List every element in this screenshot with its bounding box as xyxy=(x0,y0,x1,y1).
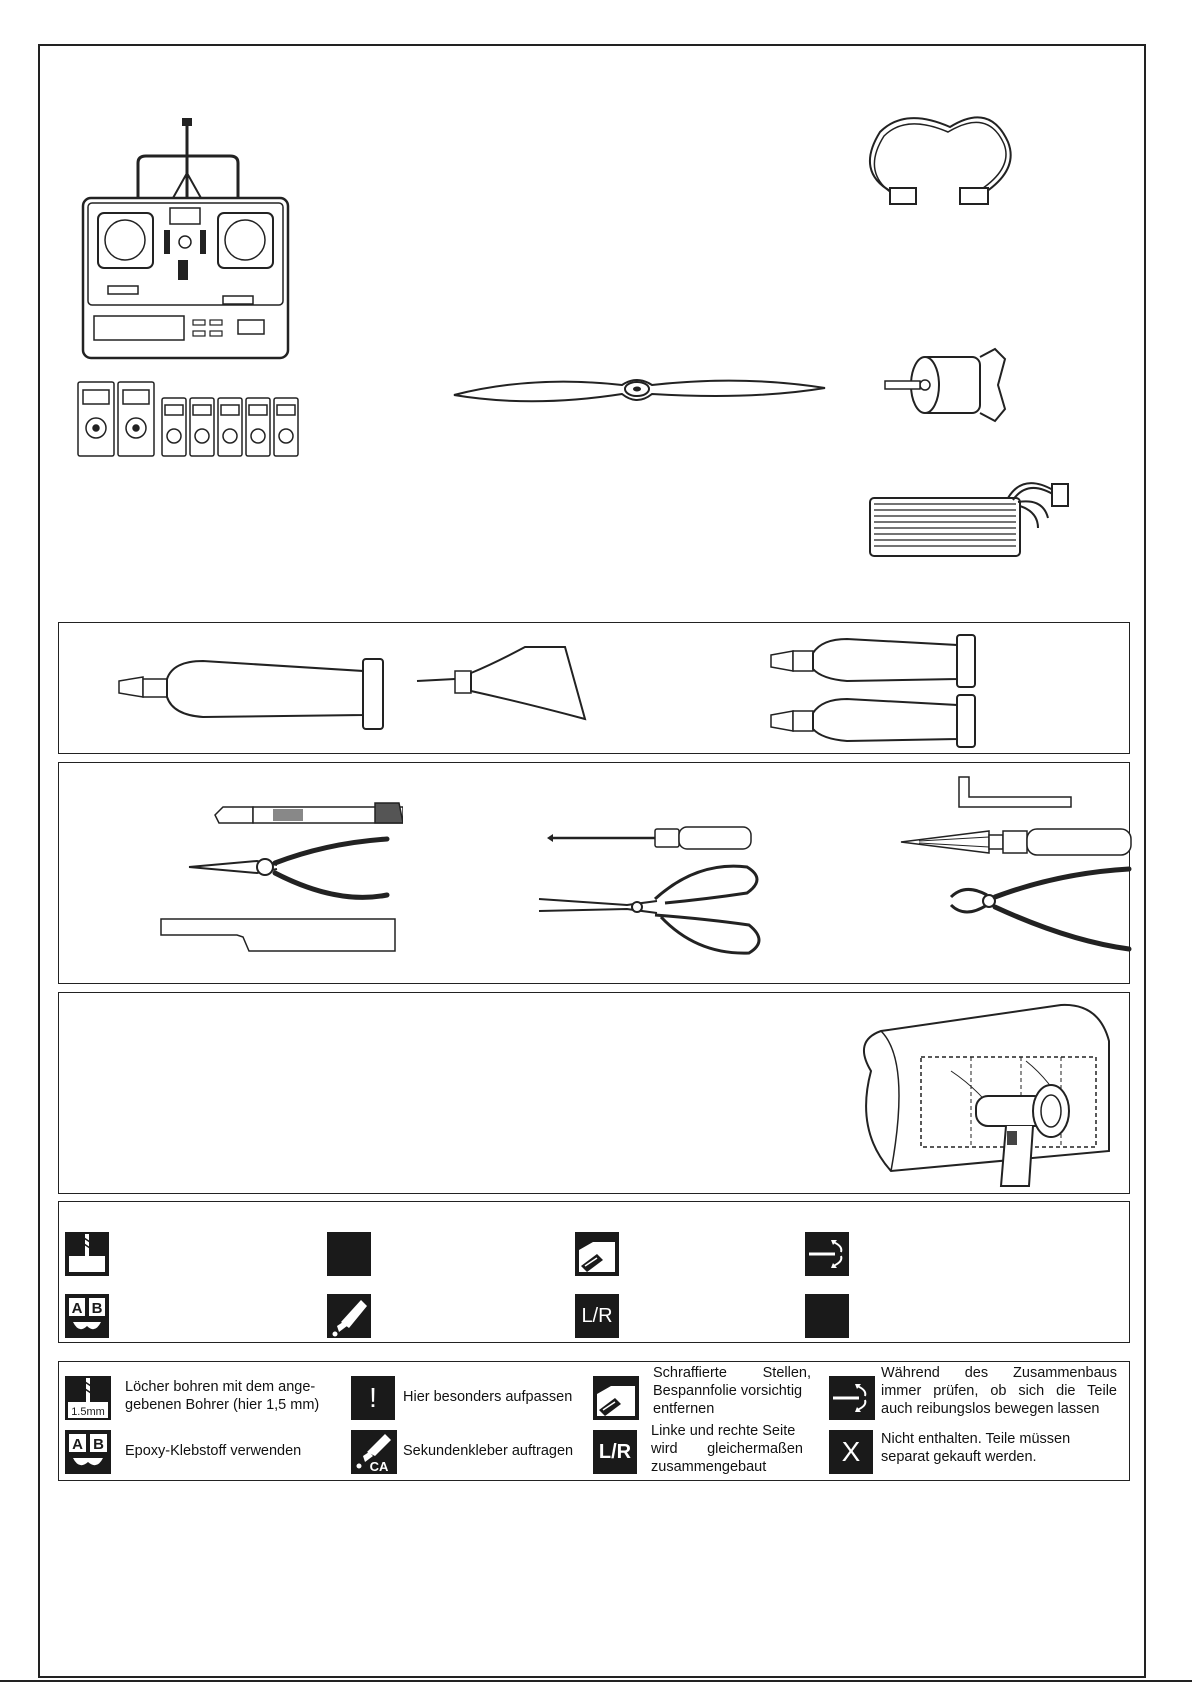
legend-epoxy-text: Epoxy-Klebstoff verwenden xyxy=(125,1443,302,1459)
legend-lr-text-line3: zusammengebaut xyxy=(651,1459,767,1475)
extension-cable-illustration xyxy=(860,112,1020,216)
legend-not-included-text-line1: Nicht enthalten. Teile müssen xyxy=(881,1431,1071,1447)
transmitter-illustration xyxy=(78,118,308,378)
lr-symbol-label: L/R xyxy=(581,1304,613,1327)
scissors-illustration xyxy=(537,859,767,959)
lr-symbol-icon xyxy=(575,1294,619,1338)
hatched-symbol-icon xyxy=(575,1232,619,1276)
legend-check-text-line2: immer prüfen, ob sich die Teile xyxy=(881,1383,1117,1399)
legend-attention-text: Hier besonders aufpassen xyxy=(403,1389,573,1405)
legend-ca-icon xyxy=(351,1430,397,1474)
bottom-rule xyxy=(0,1680,1192,1682)
legend-not-included-icon xyxy=(829,1430,873,1474)
legend-lr-text-line2: wird gleichermaßen xyxy=(651,1441,803,1457)
legend-lr-icon xyxy=(593,1430,637,1474)
allen-key-illustration xyxy=(955,775,1075,815)
pliers-illustration xyxy=(187,835,397,907)
legend-hatched-text xyxy=(653,1364,811,1418)
legend-hatched-text-line3: entfernen xyxy=(653,1401,715,1417)
legend-panel xyxy=(58,1361,1130,1481)
legend-hatched-text-line1: Schraffierte Stellen, xyxy=(653,1365,811,1381)
legend-hatched-text-line2: Bespannfolie vorsichtig xyxy=(653,1383,803,1399)
glue-tube-illustration xyxy=(113,657,423,747)
screwdriver-phillips-illustration xyxy=(545,823,755,853)
side-cutter-illustration xyxy=(949,865,1139,955)
drill-symbol-icon xyxy=(65,1232,109,1276)
legend-epoxy-icon xyxy=(65,1430,111,1474)
epoxy-symbol-icon xyxy=(65,1294,109,1338)
tools-panel xyxy=(58,762,1130,984)
heat-gun-covering-illustration xyxy=(851,1001,1121,1191)
legend-check-text-line1: Während des Zusammenbaus xyxy=(881,1365,1117,1381)
legend-lr-icon-label: L/R xyxy=(598,1440,632,1463)
legend-drill-text xyxy=(125,1378,319,1414)
legend-epoxy-icon-label-a: A xyxy=(72,1436,83,1453)
epoxy-symbol-label-a: A xyxy=(71,1300,83,1317)
cutter-knife-illustration xyxy=(213,799,403,829)
legend-drill-text-line1: Löcher bohren mit dem ange- xyxy=(125,1379,316,1395)
ca-symbol-icon xyxy=(327,1294,371,1338)
battery-illustration xyxy=(868,468,1108,558)
screwdriver-flat-illustration xyxy=(899,827,1139,857)
covering-panel xyxy=(58,992,1130,1194)
check-movement-symbol-icon xyxy=(805,1232,849,1276)
legend-drill-text-line2: gebenen Bohrer (hier 1,5 mm) xyxy=(125,1397,320,1413)
legend-not-included-text xyxy=(881,1430,1070,1466)
epoxy-symbol-label-b: B xyxy=(91,1300,103,1317)
legend-check-text-line3: auch reibungslos bewegen lassen xyxy=(881,1401,1100,1417)
attention-symbol-icon xyxy=(327,1232,371,1276)
legend-ca-text: Sekundenkleber auftragen xyxy=(403,1443,574,1459)
legend-attention-icon xyxy=(351,1376,395,1420)
legend-ca-icon-label: CA xyxy=(369,1459,389,1474)
not-included-symbol-icon xyxy=(805,1294,849,1338)
legend-lr-text xyxy=(651,1422,803,1476)
legend-not-included-icon-label: X xyxy=(841,1436,861,1467)
legend-hatched-icon xyxy=(593,1376,639,1420)
legend-lr-text-line1: Linke und rechte Seite xyxy=(651,1423,796,1439)
adhesives-panel xyxy=(58,622,1130,754)
legend-attention-icon-label: ! xyxy=(369,1382,377,1413)
legend-drill-icon xyxy=(65,1376,111,1420)
motor-illustration xyxy=(880,345,1010,425)
legend-drill-icon-label: 1.5mm xyxy=(71,1406,105,1418)
legend-epoxy-icon-label-b: B xyxy=(93,1436,104,1453)
symbols-panel xyxy=(58,1201,1130,1343)
legend-check-icon xyxy=(829,1376,875,1420)
propeller-illustration xyxy=(452,370,827,410)
epoxy-tubes-illustration xyxy=(767,629,1027,751)
ca-bottle-illustration xyxy=(415,641,590,721)
sanding-block-illustration xyxy=(159,915,399,955)
servos-illustration xyxy=(76,378,301,460)
legend-not-included-text-line2: separat gekauft werden. xyxy=(881,1449,1037,1465)
legend-check-text xyxy=(881,1364,1117,1418)
